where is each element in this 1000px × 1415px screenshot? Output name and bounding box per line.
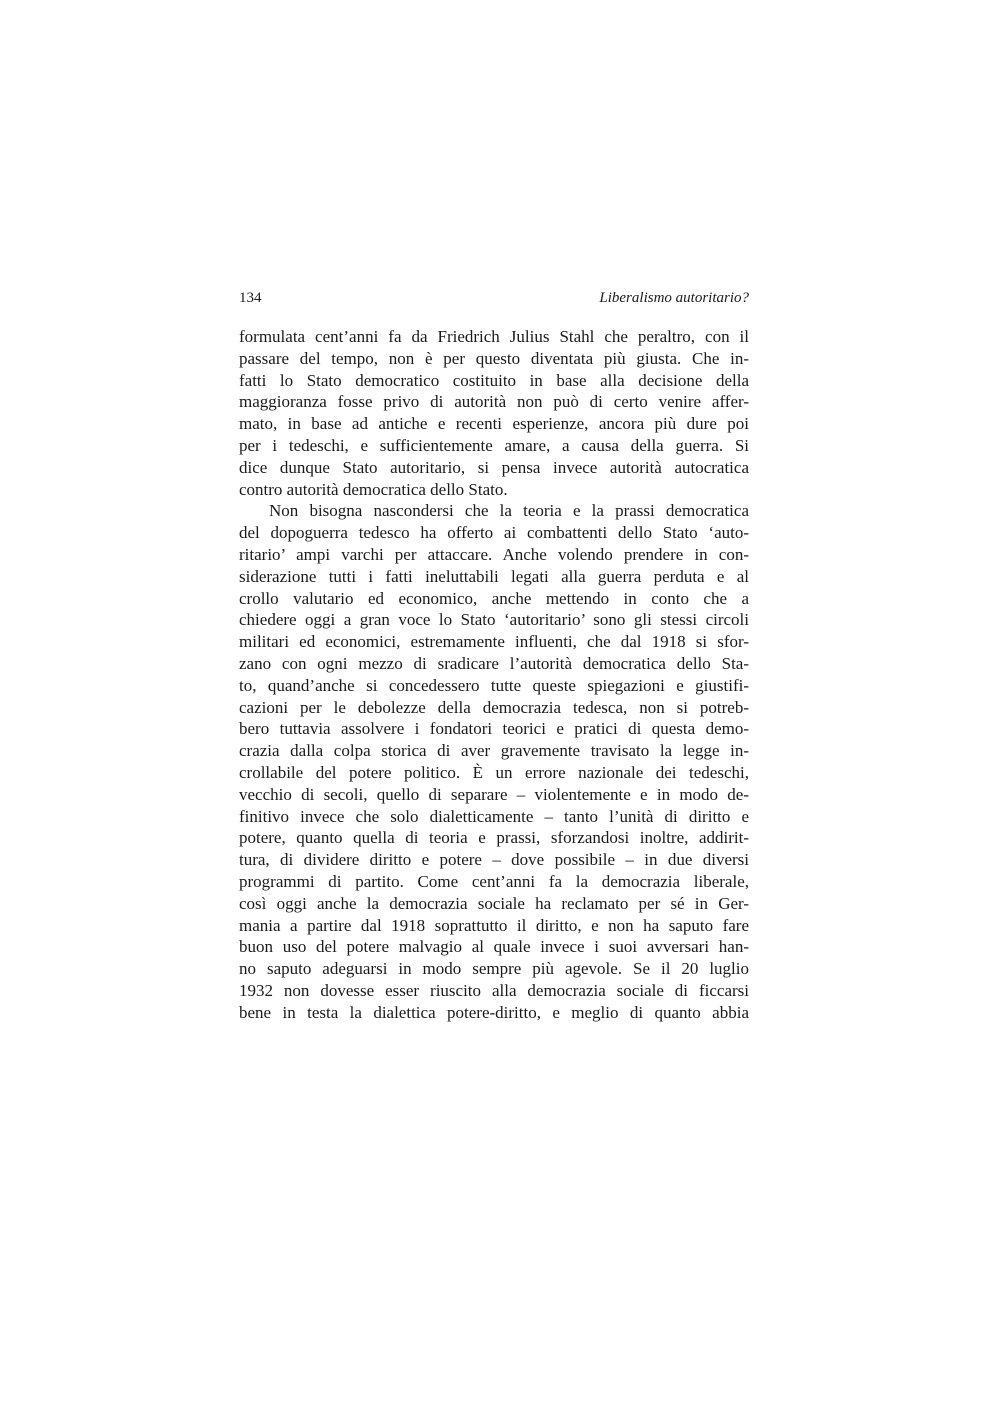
text-line: dice dunque Stato autoritario, si pensa invece autorità autocratica bbox=[239, 457, 749, 477]
text-line: crollo valutario ed economico, anche mettendo in conto che a bbox=[239, 588, 749, 608]
text-line: crazia dalla colpa storica di aver gravemente travisato la legge in- bbox=[239, 741, 749, 761]
text-line: militari ed economici, estremamente influenti, che dal 1918 si sfor- bbox=[239, 632, 749, 652]
text-line: così oggi anche la democrazia sociale ha reclamato per sé in Ger- bbox=[239, 893, 749, 913]
text-line: mato, in base ad antiche e recenti esperienze, ancora più dure poi bbox=[239, 414, 749, 434]
text-line: programmi di partito. Come cent’anni fa la democrazia liberale, bbox=[239, 871, 749, 891]
text-line: vecchio di secoli, quello di separare – violentemente e in modo de- bbox=[239, 784, 749, 804]
page-number: 134 bbox=[239, 290, 262, 306]
paragraph-start-line: Non bisogna nascondersi che la teoria e la prassi democratica bbox=[269, 501, 749, 521]
text-line: crollabile del potere politico. È un errore nazionale dei tedeschi, bbox=[239, 762, 749, 782]
text-line: maggioranza fosse privo di autorità non può di certo venire affer- bbox=[239, 392, 749, 412]
text-line: chiedere oggi a gran voce lo Stato ‘autoritario’ sono gli stessi circoli bbox=[239, 610, 749, 630]
text-line: mania a partire dal 1918 soprattutto il diritto, e non ha saputo fare bbox=[239, 915, 749, 935]
text-line: siderazione tutti i fatti ineluttabili legati alla guerra perduta e al bbox=[239, 566, 749, 586]
text-line: bero tuttavia assolvere i fondatori teorici e pratici di questa demo- bbox=[239, 719, 749, 739]
text-line: per i tedeschi, e sufficientemente amare, a causa della guerra. Si bbox=[239, 435, 749, 455]
body-text bbox=[239, 326, 749, 1024]
text-line: passare del tempo, non è per questo diventata più giusta. Che in- bbox=[239, 348, 749, 368]
page-header bbox=[239, 287, 749, 309]
text-line: potere, quanto quella di teoria e prassi, sforzandosi inoltre, addirit- bbox=[239, 828, 749, 848]
text-line: no saputo adeguarsi in modo sempre più agevole. Se il 20 luglio bbox=[239, 959, 749, 979]
text-line: buon uso del potere malvagio al quale invece i suoi avversari han- bbox=[239, 937, 749, 957]
text-line: tura, di dividere diritto e potere – dove possibile – in due diversi bbox=[239, 850, 749, 870]
text-line: to, quand’anche si concedessero tutte queste spiegazioni e giustifi- bbox=[239, 675, 749, 695]
text-line: 1932 non dovesse esser riuscito alla democrazia sociale di ficcarsi bbox=[239, 980, 749, 1000]
text-line: formulata cent’anni fa da Friedrich Julius Stahl che peraltro, con il bbox=[239, 327, 749, 346]
text-line: del dopoguerra tedesco ha offerto ai combattenti dello Stato ‘auto- bbox=[239, 523, 749, 543]
running-title: Liberalismo autoritario? bbox=[599, 290, 749, 306]
text-line: cazioni per le debolezze della democrazia tedesca, non si potreb- bbox=[239, 697, 749, 717]
paragraph-end-line: contro autorità democratica dello Stato. bbox=[239, 479, 508, 499]
text-line: zano con ogni mezzo di sradicare l’autorità democratica dello Sta- bbox=[239, 653, 749, 673]
text-line: finitivo invece che solo dialetticamente – tanto l’unità di diritto e bbox=[239, 806, 749, 826]
text-line: bene in testa la dialettica potere-diritto, e meglio di quanto abbia bbox=[239, 1002, 749, 1022]
text-line: ritario’ ampi varchi per attaccare. Anche volendo prendere in con- bbox=[239, 544, 749, 564]
text-line: fatti lo Stato democratico costituito in base alla decisione della bbox=[239, 370, 749, 390]
